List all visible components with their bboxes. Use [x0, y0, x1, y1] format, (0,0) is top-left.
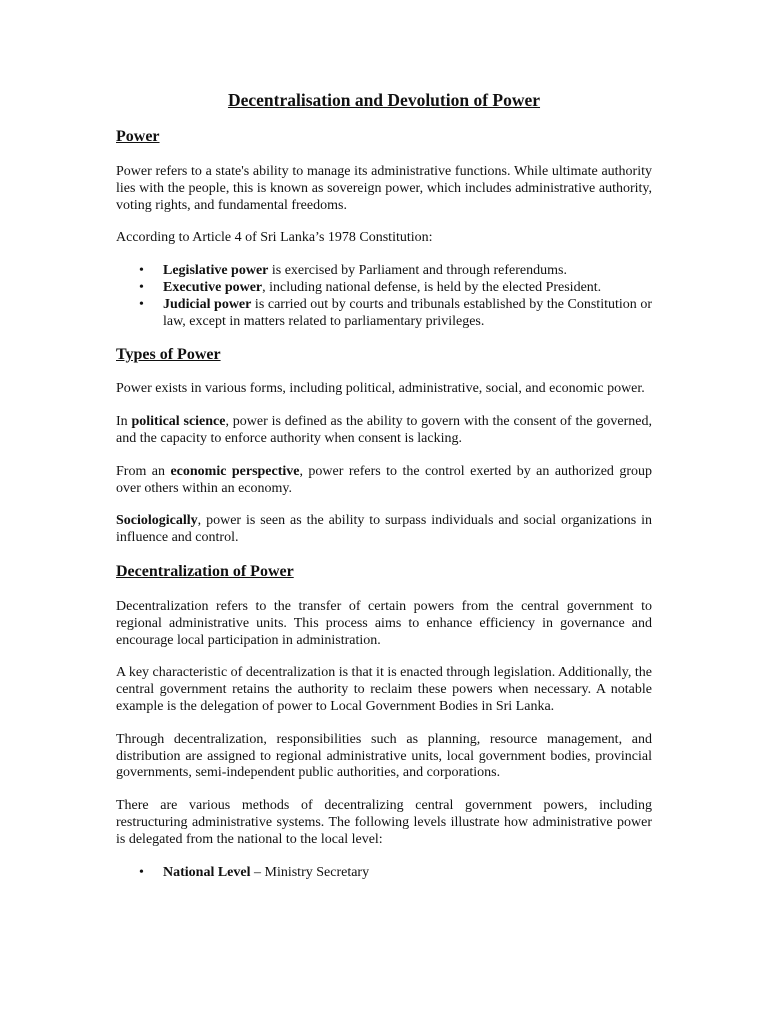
list-item-text: , including national defense, is held by the elected President.: [262, 279, 602, 295]
list-item-bold: National Level: [163, 864, 251, 880]
text-run: , power is defined as the ability to govern with the consent of the governed, and the capacity to enforce authority when consent is lacking.: [116, 414, 652, 446]
section-heading-types-of-power: Types of Power: [116, 346, 221, 364]
section-heading-decentralization: Decentralization of Power: [116, 562, 294, 580]
types-paragraph-2: [116, 414, 652, 448]
bold-term: economic perspective: [170, 463, 300, 479]
power-list: [116, 263, 652, 330]
power-paragraph-2: According to Article 4 of Sri Lanka’s 1978 Constitution:: [116, 230, 433, 246]
list-item-bold: Judicial power: [163, 296, 252, 312]
list-item-text: is exercised by Parliament and through referendums.: [268, 263, 567, 279]
text-run: In: [116, 414, 132, 430]
text-run: , power is seen as the ability to surpass individuals and social organizations in influence and control.: [116, 513, 652, 546]
levels-list: [116, 865, 652, 882]
list-item-text: is carried out by courts and tribunals established by the Constitution or law, except in matters related to parliamentary privileges.: [163, 296, 652, 329]
bold-term: political science: [131, 414, 226, 430]
decentralization-paragraph-4: There are various methods of decentralizing central government powers, including restructuring administrative systems. The following levels illustrate how administrative power is delegated from the national to the local level:: [116, 798, 652, 847]
list-item-bold: Executive power: [163, 279, 263, 295]
power-paragraph-1: Power refers to a state's ability to manage its administrative functions. While ultimate authority lies with the people, this is known as sovereign power, which includes administrative authority, voting rights, and fundamental freedoms.: [116, 164, 652, 213]
document-page: [116, 88, 652, 881]
text-run: From an: [116, 463, 171, 479]
section-heading-power: Power: [116, 128, 160, 145]
list-item: [163, 280, 652, 297]
decentralization-paragraph-2: A key characteristic of decentralization is that it is enacted through legislation. Additionally, the central government retains the authority to reclaim these powers when necessary. A notable example is the delegation of power to Local Government Bodies in Sri Lanka.: [116, 665, 652, 714]
types-paragraph-3: [116, 464, 652, 498]
list-item: [163, 865, 652, 882]
list-item-text: – Ministry Secretary: [250, 864, 370, 880]
bold-term: Sociologically: [116, 513, 198, 529]
decentralization-paragraph-1: Decentralization refers to the transfer of certain powers from the central government to regional administrative units. This process aims to enhance efficiency in governance and encourage local participation in administration.: [116, 598, 652, 648]
list-item: [163, 263, 652, 280]
types-paragraph-4: [116, 513, 652, 547]
list-item-bold: Legislative power: [163, 263, 269, 279]
types-paragraph-1: Power exists in various forms, including political, administrative, social, and economic power.: [116, 381, 645, 397]
document-title: Decentralisation and Devolution of Power: [227, 90, 541, 110]
list-item: [163, 297, 652, 331]
decentralization-paragraph-3: Through decentralization, responsibilities such as planning, resource management, and distribution are assigned to regional administrative units, local government bodies, provincial governments, semi-independent public authorities, and corporations.: [116, 731, 652, 781]
text-run: , power refers to the control exerted by an authorized group over others within an economy.: [116, 463, 653, 496]
